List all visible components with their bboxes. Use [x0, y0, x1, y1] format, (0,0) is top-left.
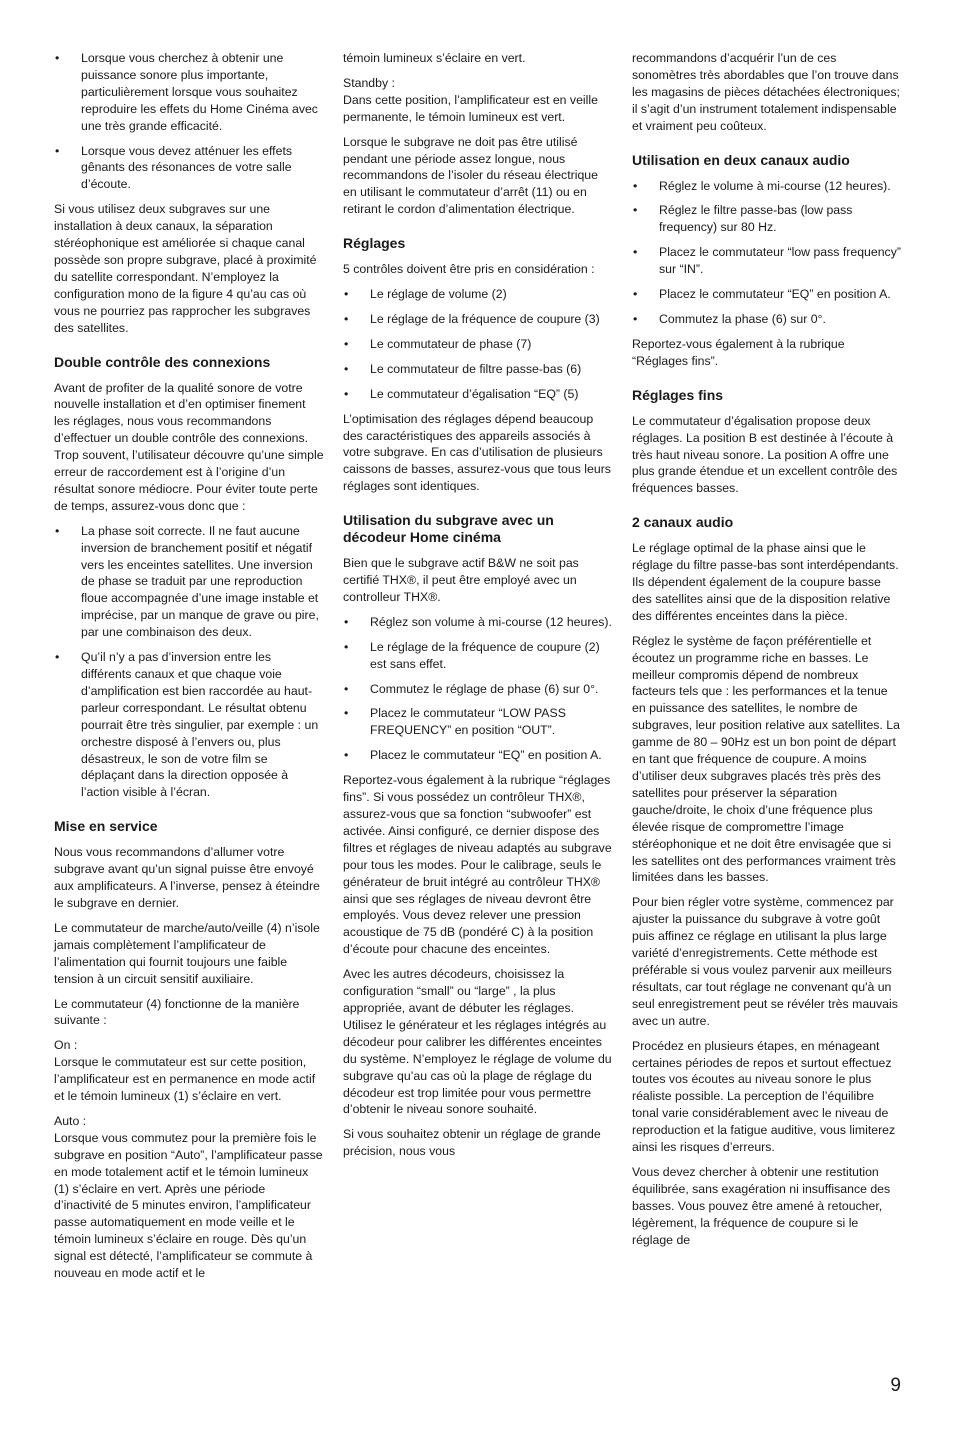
bullet-list-double [54, 523, 324, 802]
paragraph-mise-2: Le commutateur de marche/auto/veille (4) n’isole jamais complètement l’amplificateur de l’alimentation qui fournit toujours une faible tension à un circuit sensitif auxiliaire. [54, 920, 320, 986]
paragraph-mise-1: Nous vous recommandons d’allumer votre subgrave avant qu’un signal puisse être envoyé aux amplificateurs. A l’inverse, pensez à éteindre le subgrave en dernier. [54, 845, 320, 910]
heading-double-controle: Double contrôle des connexions [54, 353, 271, 370]
standby-label: Standby : [343, 75, 395, 90]
list-item: • Commutez le réglage de phase (6) sur 0°. [343, 681, 615, 698]
list-item: • Lorsque vous devez atténuer les effets gênants des résonances de votre salle d’écoute. [54, 143, 324, 194]
paragraph-standby [343, 75, 615, 126]
paragraph-on [54, 1037, 324, 1105]
paragraph-2c-1: Le réglage optimal de la phase ainsi que le réglage du filtre passe-bas sont interdépendants. Ils dépendent également de la coupure basse des satellites ainsi que de la disposition relative des différentes enceintes dans la pièce. [632, 541, 899, 623]
list-item: • Réglez son volume à mi-course (12 heures). [343, 614, 615, 631]
paragraph-double-controle: Avant de profiter de la qualité sonore de votre nouvelle installation et d’en optimiser finement les réglages, nous vous recommandons d’effectuer un double contrôle des connexions. Trop souvent, l’utilisateur découvre qu’une simple erreur de raccordement est à l’origine d’un résultat sonore médiocre. Pour éviter toute perte de temps, assurez-vous donc que : [54, 380, 324, 513]
heading-decodeur: Utilisation du subgrave avec un décodeur Home cinéma [343, 512, 554, 546]
list-item: • Le réglage de volume (2) [343, 286, 615, 303]
standby-text: Dans cette position, l’amplificateur est en veille permanente, le témoin lumineux est vert. [343, 92, 598, 124]
column-3 [632, 50, 902, 1256]
paragraph-reportez: Reportez-vous également à la rubrique “réglages fins”. Si vous possédez un contrôleur THX®, assurez-vous que sa fonction “subwoofer” est activée. Ainsi configuré, ce dernier dispose des filtres et réglages de niveau adaptés au subgrave pour tous les modes. Pour le calibrage, seuls le générateur de bruit intégré au contrôleur THX® ainsi que ses réglages de niveau devront être employés. Vous devez relever une pression acoustique de 75 dB (pondéré C) à la position d’écoute pour chacune des enceintes. [343, 773, 612, 957]
heading-2-canaux-audio: 2 canaux audio [632, 514, 734, 531]
bullet-list-reglages [343, 286, 615, 403]
auto-label: Auto : [54, 1113, 87, 1128]
paragraph-two-subwoofers: Si vous utilisez deux subgraves sur une installation à deux canaux, la séparation stéréophonique est améliorée si chaque canal possède son propre subgrave, placé à proximité du satellite correspondant. N’employez la configuration mono de la figure 4 qu’au cas où vous ne pourriez pas rapprocher les subgraves des satellites. [54, 202, 317, 335]
list-item: • Le commutateur de phase (7) [343, 336, 615, 353]
heading-deux-canaux: Utilisation en deux canaux audio [632, 151, 850, 168]
list-item: • Lorsque vous cherchez à obtenir une puissance sonore plus importante, particulièrement lorsque vous souhaitez reproduire les effets du Home Cinéma avec une très grande efficacité. [54, 50, 324, 135]
list-item: • Réglez le filtre passe-bas (low pass frequency) sur 80 Hz. [632, 202, 902, 236]
on-text: Lorsque le commutateur est sur cette position, l’amplificateur est en permanence en mode actif et le témoin lumineux (1) s’éclaire en vert. [54, 1055, 316, 1104]
paragraph-autres-decodeurs: Avec les autres décodeurs, choisissez la configuration “small” ou “large” , la plus appropriée, avant de débuter les réglages. Utilisez le générateur et les réglages intégrés au décodeur pour calibrer les différentes enceintes du système. N’employez le réglage de volume du subgrave qu’au cas où la plage de réglage du décodeur est trop limitée pour vous permettre d’obtenir le niveau sonore souhaité. [343, 967, 612, 1117]
list-item: • Commutez la phase (6) sur 0°. [632, 311, 902, 328]
paragraph-optimisation: L’optimisation des réglages dépend beaucoup des caractéristiques des appareils associés à votre subgrave. En cas d’utilisation de plusieurs caissons de basses, assurez-vous que tous leurs réglages sont identiques. [343, 411, 611, 494]
column-1 [54, 50, 324, 1290]
paragraph-continued: témoin lumineux s’éclaire en vert. [343, 51, 526, 65]
paragraph-auto [54, 1113, 324, 1282]
list-item: • Le commutateur d’égalisation “EQ” (5) [343, 386, 615, 403]
list-item: • Le réglage de la fréquence de coupure (3) [343, 311, 615, 328]
paragraph-reglages: 5 contrôles doivent être pris en considération : [343, 262, 595, 277]
paragraph-2c-3: Pour bien régler votre système, commencez par ajuster la puissance du subgrave à votre goût puis affinez ce réglage en utilisant la plus large variété d’enregistrements. Cette méthode est préférable si vous voulez parvenir aux meilleurs résultats, car tout réglage ne convenant qu'à un seul enregistrement peut se révéler très mauvais avec un autre. [632, 895, 898, 1028]
list-item: • Réglez le volume à mi-course (12 heures). [632, 178, 902, 195]
list-item: • Le commutateur de filtre passe-bas (6) [343, 361, 615, 378]
list-item: • La phase soit correcte. Il ne faut aucune inversion de branchement positif et négatif vers les enceintes satellites. Une inversion de phase se traduit par une reproduction floue accompagnée d’une image instable et imprécise, par un manque de grave ou pire, par une combinaison des deux. [54, 523, 324, 641]
list-item: • Le réglage de la fréquence de coupure (2) est sans effet. [343, 639, 615, 673]
paragraph-precision: Si vous souhaitez obtenir un réglage de grande précision, nous vous [343, 1127, 601, 1159]
heading-mise-en-service: Mise en service [54, 818, 158, 835]
list-item: • Qu’il n’y a pas d’inversion entre les différents canaux et que chaque voie d’amplification est bien raccordée au haut-parleur correspondant. Le résultat obtenu pourrait être très singulier, par exemple : un orchestre disposé à l’envers ou, plus désastreux, le son de votre film se déplaçant dans la direction opposée à l’action visible à l’écran. [54, 649, 324, 801]
paragraph-isoler: Lorsque le subgrave ne doit pas être utilisé pendant une période assez longue, nous recommandons de l’isoler du réseau électrique en utilisant le commutateur d’arrêt (11) ou en retirant le cordon d’alimentation électrique. [343, 134, 598, 217]
heading-reglages: Réglages [343, 235, 406, 252]
paragraph-mise-3: Le commutateur (4) fonctionne de la manière suivante : [54, 996, 300, 1028]
heading-reglages-fins: Réglages fins [632, 386, 724, 403]
paragraph-reportez: Reportez-vous également à la rubrique “Réglages fins”. [632, 336, 845, 368]
bullet-list-intro [54, 50, 324, 193]
paragraph-continued: recommandons d’acquérir l’un de ces sonomètres très abordables que l’on trouve dans les magasins de pièces détachées électroniques; il s’agit d’un instrument totalement indispensable et vraiment peu coûteux. [632, 51, 900, 133]
list-item: • Placez le commutateur “EQ” en position A. [343, 747, 615, 764]
list-item: • Placez le commutateur “LOW PASS FREQUENCY” en position “OUT”. [343, 705, 615, 739]
page-number: 9 [890, 1375, 901, 1396]
paragraph-2c-2: Réglez le système de façon préférentielle et écoutez un programme riche en basses. Le meilleur compromis dépend de nombreux facteurs tels que : les performances et la tenue en puissance des satellites, le nombre de subgraves, leur position relative aux satellites. La gamme de 80 – 90Hz est un bon point de départ en tant que fréquence de coupure. A moins d’utiliser deux subgraves placés très près des satellites pour préserver la séparation gauche/droite, le choix d’une fréquence plus élevée risque de compromettre l’image stéréophonique et ne doit être envisagée que si les satellites ont des performances vraiment très limitées dans les basses. [632, 633, 900, 885]
list-item: • Placez le commutateur “low pass frequency” sur “IN”. [632, 244, 902, 278]
paragraph-decodeur: Bien que le subgrave actif B&W ne soit pas certifié THX®, il peut être employé avec un controlleur THX®. [343, 556, 579, 604]
on-label: On : [54, 1038, 78, 1053]
bullet-list-deux-canaux [632, 178, 902, 328]
auto-text: Lorsque vous commutez pour la première fois le subgrave en position “Auto”, l’amplificateur passe en mode totalement actif et le témoin lumineux (1) s’éclaire en vert. Après une période d’inactivité de 5 minutes environ, l’amplificateur passe automatiquement en mode veille et le témoin lumineux s’éclaire en rouge. Dès qu’un signal est détecté, l’amplificateur se commute à nouveau en mode actif et le [54, 1130, 323, 1281]
list-item: • Placez le commutateur “EQ” en position A. [632, 286, 902, 303]
bullet-list-decodeur [343, 614, 615, 764]
column-2 [343, 50, 615, 1168]
paragraph-reglages-fins: Le commutateur d’égalisation propose deux réglages. La position B est destinée à l’écoute à très haut niveau sonore. La position A offre une plus grande étendue et un excellent contrôle des fréquences basses. [632, 413, 898, 496]
paragraph-2c-4: Procédez en plusieurs étapes, en ménageant certaines périodes de repos et surtout effectuez toutes vos écoutes au niveau sonore le plus réaliste possible. La perception de l’équilibre tonal varie considérablement avec le niveau de reproduction et la fatigue auditive, vous limiterez ainsi les risques d’erreurs. [632, 1038, 896, 1155]
paragraph-2c-5: Vous devez chercher à obtenir une restitution équilibrée, sans exagération ni insuffisance des basses. Vous pouvez être amené à retoucher, légèrement, la fréquence de coupure si le réglage de [632, 1164, 891, 1247]
